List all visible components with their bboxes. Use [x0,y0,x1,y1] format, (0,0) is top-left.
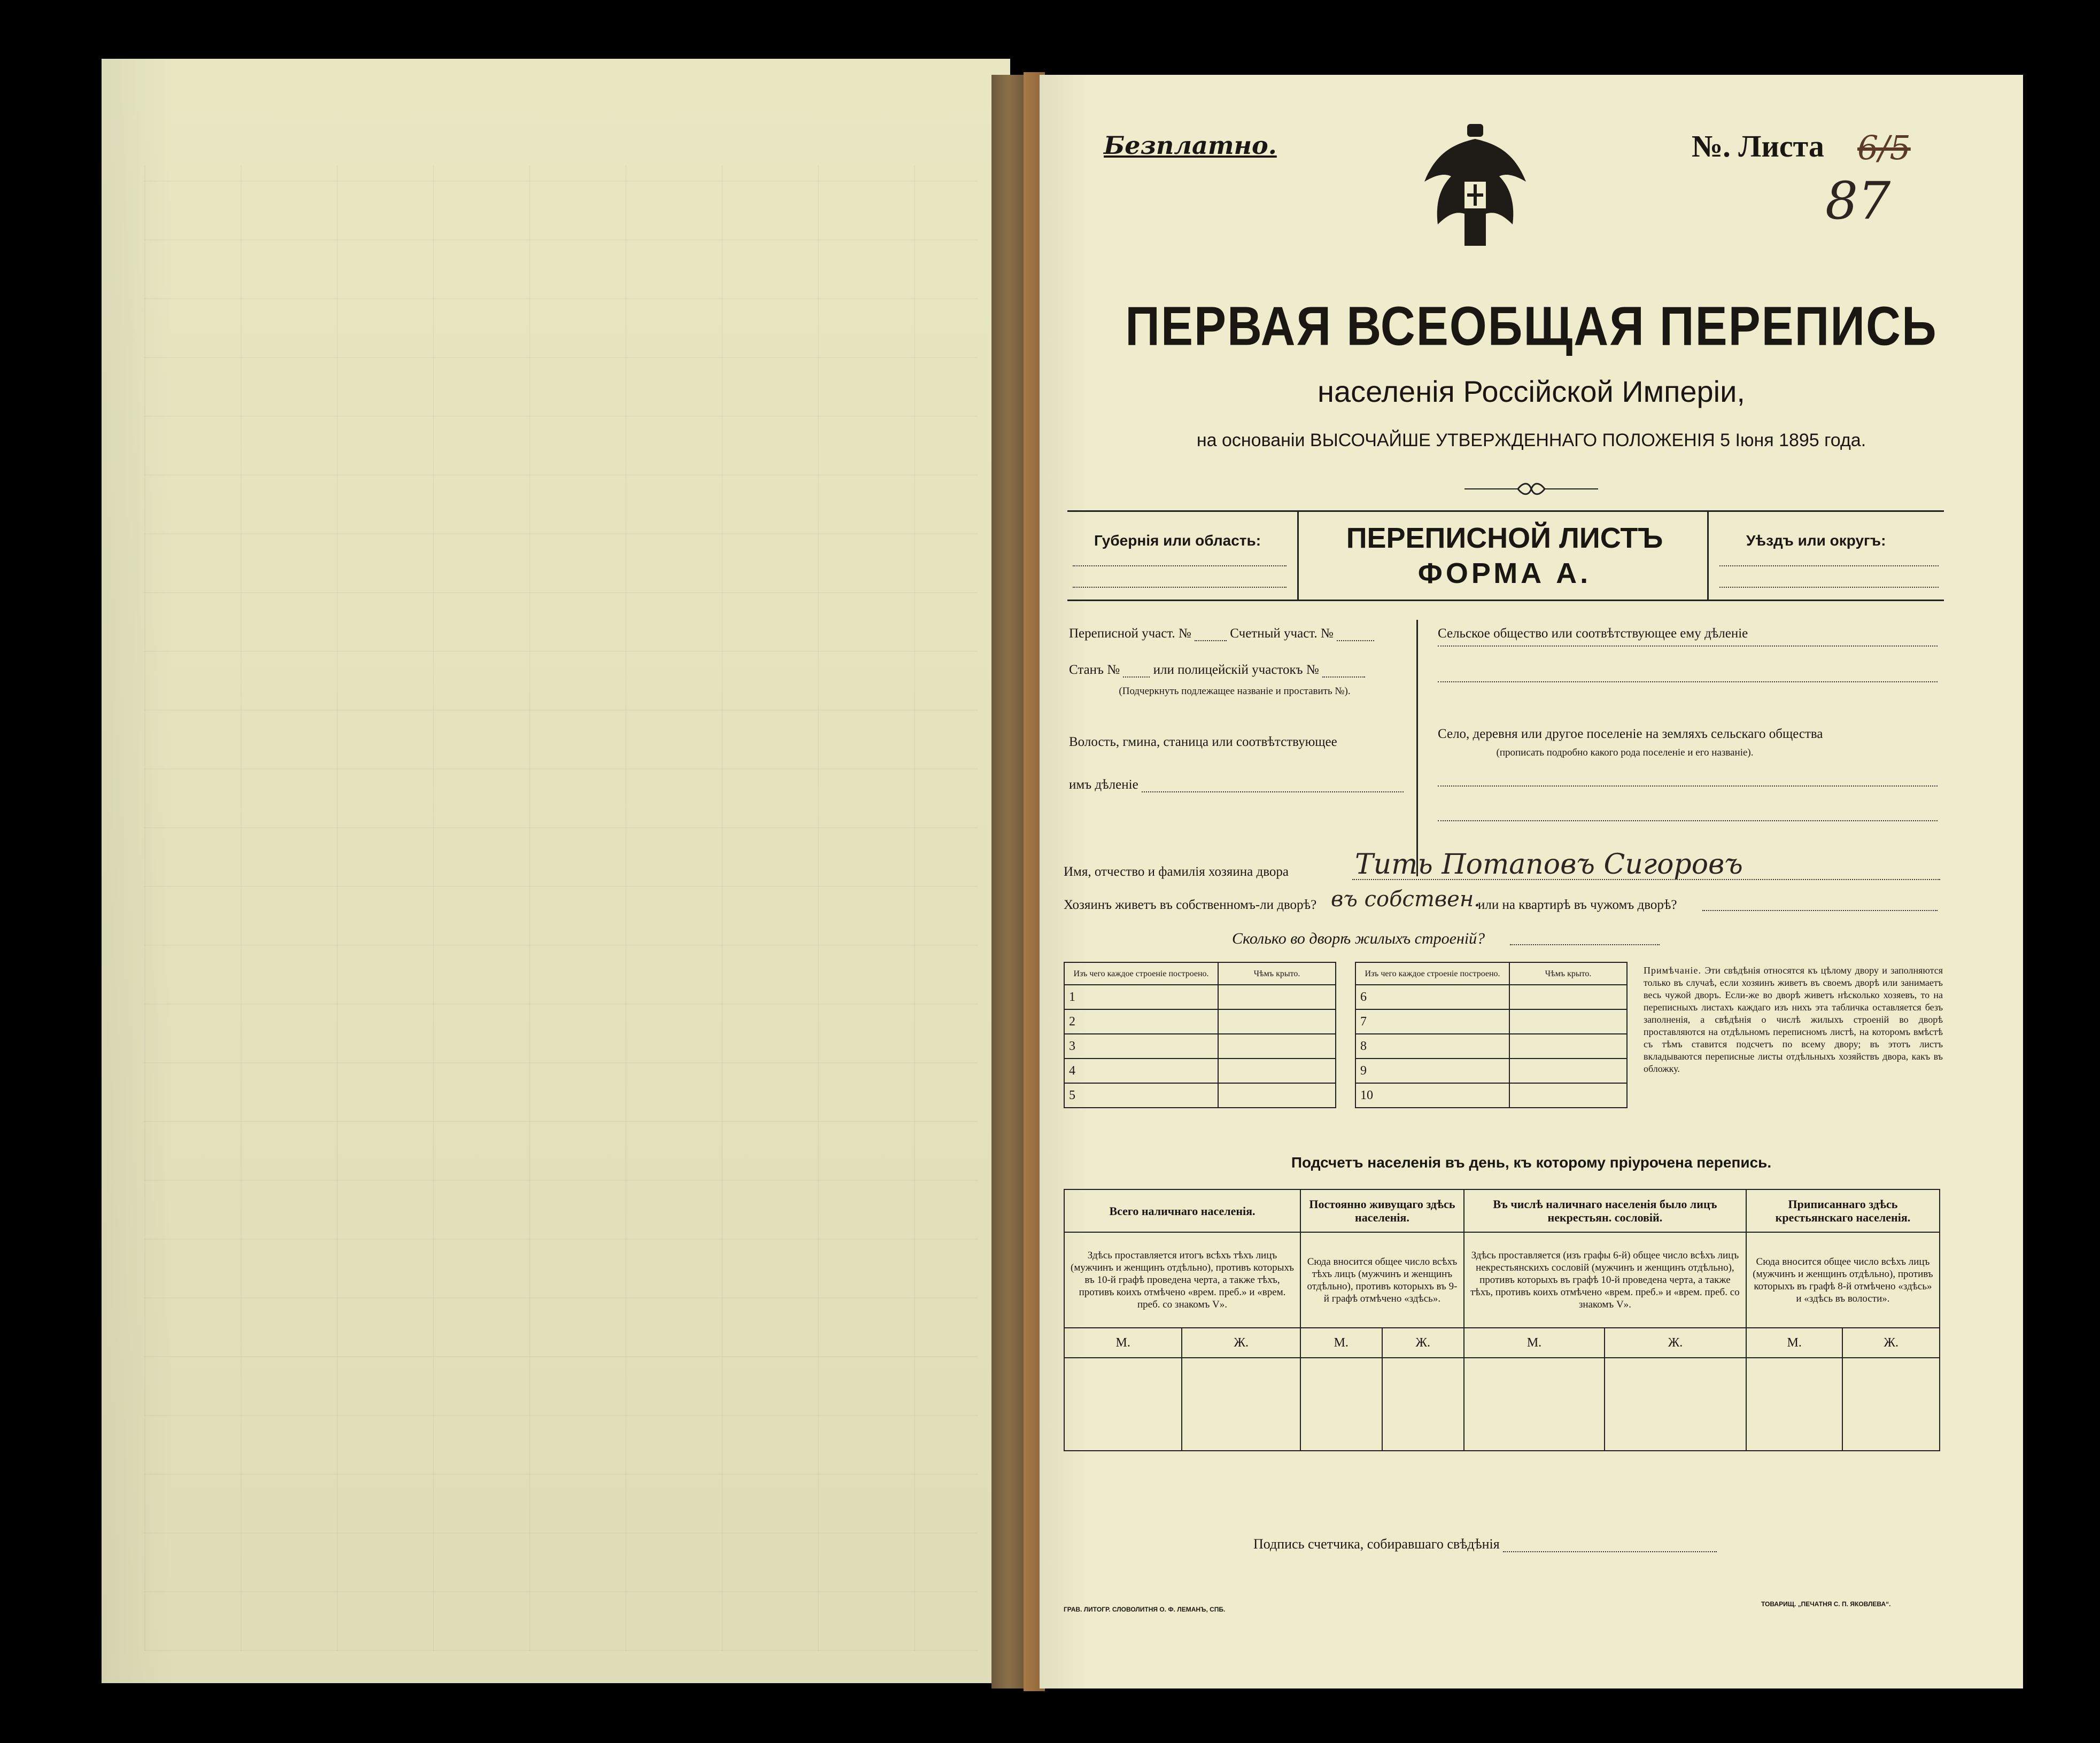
table-row: 7 [1355,1009,1627,1034]
non-peasant-description: Здѣсь проставляется (изъ графы 6-й) общее число всѣхъ лицъ некрестьянскихъ сословій (мужчинъ и женщинъ отдѣльно), противъ которыхъ въ графѣ 10-й проведена черта, а также тѣхъ, противъ коихъ отмѣчено «врем. преб.» и «врем. преб. со знакомъ V». [1464,1232,1746,1328]
buildings-count-line [1510,944,1660,945]
male-column: М. [1064,1328,1182,1358]
roof-column-header: Чѣмъ крыто. [1218,962,1336,985]
rural-society-line [1438,645,1938,647]
district-fill-line-2 [1719,587,1939,588]
village-note: (прописать подробно какого рода поселеніе и его названіе). [1496,747,1754,758]
owner-field: Имя, отчество и фамилія хозяина двора [1064,865,1289,879]
table-row: 10 [1355,1083,1627,1108]
total-population-description: Здѣсь проставляется итогъ всѣхъ тѣхъ лицъ (мужчинъ и женщинъ отдѣльно), противъ которыхъ въ 10-й графѣ проведена черта, а также тѣхъ, противъ коихъ отмѣчено «врем. преб.» и «врем. преб. со знакомъ V». [1064,1232,1300,1328]
total-population-header: Всего наличнаго населенія. [1064,1189,1300,1232]
count-cell [1064,1358,1182,1451]
bleed-through-grid [144,166,978,1651]
province-label: Губернія или область: [1094,532,1261,549]
female-column: Ж. [1382,1328,1464,1358]
count-cell [1464,1358,1605,1451]
registered-peasant-description: Сюда вносится общее число всѣхъ лицъ (мужчинъ и женщинъ отдѣльно), противъ которыхъ въ графѣ 8-й отмѣчено «здѣсь» и «здѣсь въ волости». [1746,1232,1940,1328]
enumerator-signature-field: Подпись счетчика, собиравшаго свѣдѣнія [1253,1536,1717,1552]
village-line-2 [1438,820,1938,821]
female-column: Ж. [1842,1328,1940,1358]
count-cell [1300,1358,1382,1451]
volost-cont-field: имъ дѣленіе [1069,777,1404,792]
count-cell [1605,1358,1746,1451]
free-of-charge-note: Безплатно. [1104,131,1277,160]
census-section-field: Переписной участ. № Счетный участ. № [1069,626,1374,641]
sheet-number-handwritten: 87 [1825,171,1891,231]
table-row: 2 [1064,1009,1336,1034]
sheet-number-label: №. Листа [1692,129,1824,164]
table-row: 9 [1355,1059,1627,1083]
owner-line [1352,879,1940,880]
main-title: ПЕРВАЯ ВСЕОБЩАЯ ПЕРЕПИСЬ [1125,295,1938,357]
police-note: (Подчеркнуть подлежащее названіе и проставить №). [1119,686,1351,697]
village-field: Село, деревня или другое поселеніе на земляхъ сельскаго общества [1438,727,1823,741]
owner-name-handwritten: Тить Потаповъ Сигоровъ [1355,849,1743,881]
village-line [1438,785,1938,787]
census-form-page [1040,75,2023,1688]
non-peasant-header: Въ числѣ наличнаго населенія было лицъ некрестьян. сословій. [1464,1189,1746,1232]
residence-alt-line [1702,910,1938,911]
double-headed-eagle-emblem [1414,123,1537,256]
district-fill-line [1719,565,1939,566]
legal-basis-line: на основаніи ВЫСОЧАЙШЕ УТВЕРЖДЕННАГО ПОЛОЖЕНІЯ 5 Іюня 1895 года. [1196,430,1866,450]
male-column: М. [1464,1328,1605,1358]
fields-divider [1416,620,1418,876]
table-row: 1 [1064,985,1336,1009]
count-cell [1746,1358,1843,1451]
table-row: 6 [1355,985,1627,1009]
count-cell [1182,1358,1300,1451]
stan-field: Станъ № или полицейскій участокъ № [1069,663,1365,678]
census-sheet-header-box [1067,510,1944,601]
province-fill-line-2 [1073,587,1287,588]
female-column: Ж. [1605,1328,1746,1358]
permanent-population-header: Постоянно живущаго здѣсь населенія. [1300,1189,1464,1232]
table-row: 4 [1064,1059,1336,1083]
printer-imprint-left: ГРАВ. ЛИТОГР. СЛОВОЛИТНЯ О. Ф. ЛЕМАНЪ, СПБ. [1064,1606,1226,1613]
permanent-population-description: Сюда вносится общее число всѣхъ тѣхъ лицъ (мужчинъ и женщинъ отдѣльно), противъ которыхъ въ 9-й графѣ отмѣчено «здѣсь». [1300,1232,1464,1328]
material-column-header-2: Изъ чего каждое строеніе построено. [1355,962,1509,985]
table-row: 5 [1064,1083,1336,1108]
sub-title: населенія Россійской Имперіи, [1318,375,1745,408]
roof-column-header-2: Чѣмъ крыто. [1509,962,1627,985]
sheet-number-crossed: 6/5 [1857,128,1911,167]
sheet-title: ПЕРЕПИСНОЙ ЛИСТЪ [1346,522,1663,554]
table-row: 3 [1064,1034,1336,1059]
form-designation: ФОРМА А. [1417,557,1592,589]
male-column: М. [1746,1328,1843,1358]
count-cell [1842,1358,1940,1451]
material-column-header: Изъ чего каждое строеніе построено. [1064,962,1218,985]
population-count-table [1064,1189,1940,1451]
left-page [102,59,1010,1683]
buildings-table-right [1355,962,1628,1108]
table-row: 8 [1355,1034,1627,1059]
residence-handwritten: въ собствен. [1331,887,1481,912]
printer-imprint-right: ТОВАРИЩ. „ПЕЧАТНЯ С. П. ЯКОВЛЕВА“. [1761,1600,1891,1608]
volost-field: Волость, гмина, станица или соотвѣтствующее [1069,735,1337,749]
residence-alt-field: или на квартирѣ въ чужомъ дворѣ? [1478,898,1677,912]
buildings-count-field: Сколько во дворѣ жилыхъ строеній? [1232,930,1485,947]
rural-society-line-2 [1438,681,1938,682]
province-fill-line [1073,565,1287,566]
divider-ornament [1464,481,1598,497]
registered-peasant-header: Приписаннаго здѣсь крестьянскаго населенія. [1746,1189,1940,1232]
buildings-note: Примѣчаніе. Эти свѣдѣнія относятся къ цѣлому двору и заполняются только въ случаѣ, если хозяинъ живетъ въ своемъ дворѣ или занимаетъ весь чужой дворъ. Если-же во дворѣ живетъ нѣсколько хозяевъ, то на переписныхъ листахъ каждаго изъ нихъ эта табличка оставляется безъ заполненія, а свѣдѣнія о числѣ жилыхъ строеній во дворѣ проставляются на отдѣльномъ переписномъ листѣ, на которомъ вмѣстѣ съ тѣмъ ставится подсчетъ по всему двору; въ этотъ листъ вкладываются переписные листы отдѣльныхъ хозяйствъ двора, какъ въ обложку. [1644,965,1943,1074]
sheet-title-cell [1297,512,1709,600]
rural-society-field: Сельское общество или соотвѣтствующее ему дѣленіе [1438,626,1748,641]
female-column: Ж. [1182,1328,1300,1358]
district-cell [1709,512,1944,600]
district-label: Уѣздъ или округъ: [1746,532,1886,549]
buildings-table-left [1064,962,1336,1108]
male-column: М. [1300,1328,1382,1358]
province-cell [1067,512,1297,600]
population-count-title: Подсчетъ населенія въ день, къ которому пріурочена перепись. [1291,1154,1772,1171]
residence-field: Хозяинъ живетъ въ собственномъ-ли дворѣ? [1064,898,1317,912]
count-cell [1382,1358,1464,1451]
